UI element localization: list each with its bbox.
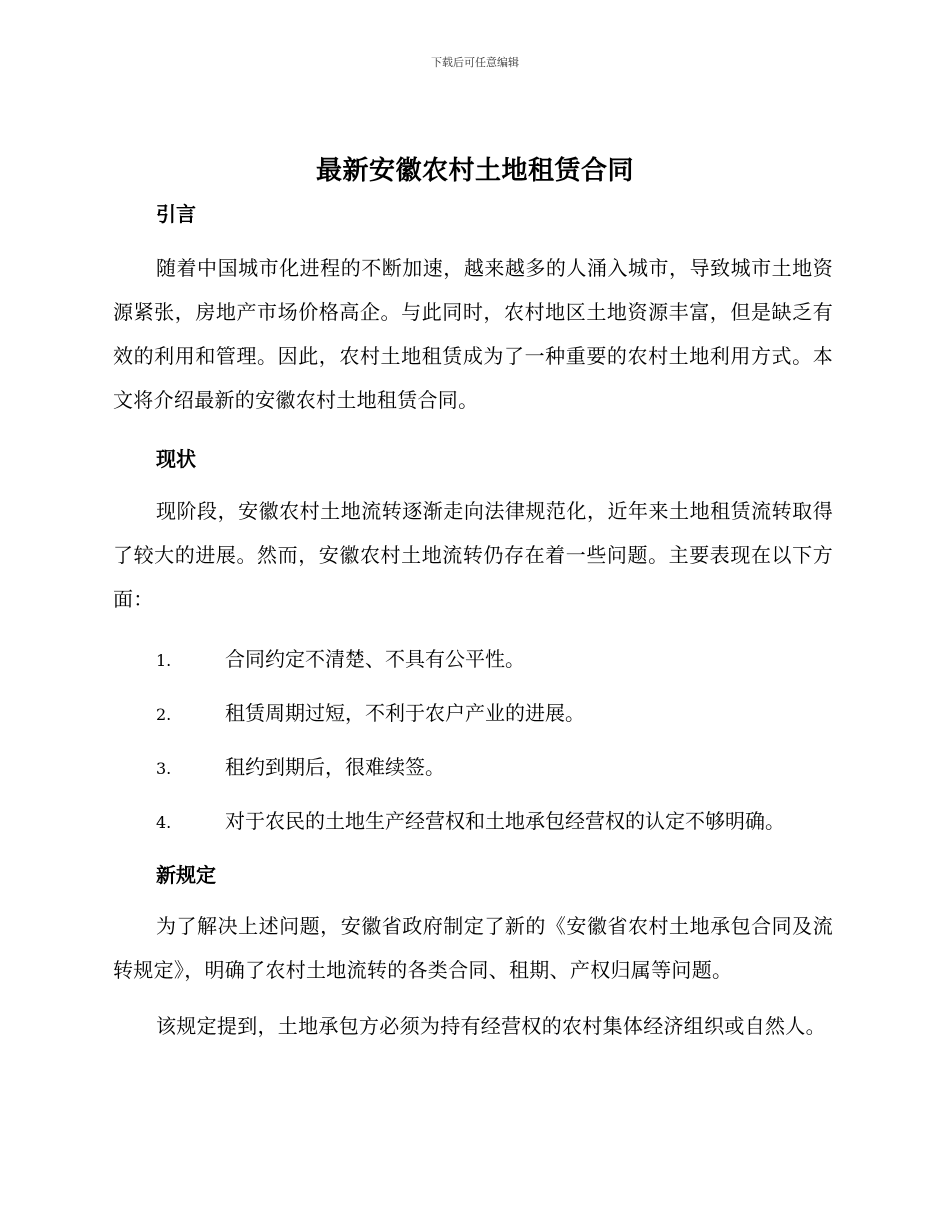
list-item-number: 1. [156, 651, 172, 670]
list-item-text: 租赁周期过短，不利于农户产业的进展。 [225, 701, 585, 725]
status-paragraph: 现阶段，安徽农村土地流转逐渐走向法律规范化，近年来土地租赁流转取得了较大的进展。然而，安徽农村土地流转仍存在着一些问题。主要表现在以下方面： [113, 499, 833, 611]
new-rules-paragraph-1: 为了解决上述问题，安徽省政府制定了新的《安徽省农村土地承包合同及流转规定》，明确了农村土地流转的各类合同、租期、产权归属等问题。 [113, 914, 833, 982]
section-heading-status: 现状 [156, 447, 196, 471]
section-heading-new-rules: 新规定 [156, 863, 216, 887]
list-item-text: 租约到期后，很难续签。 [225, 755, 445, 779]
list-item [156, 643, 525, 672]
list-item-number: 4. [156, 813, 172, 832]
new-rules-paragraph-2: 该规定提到，土地承包方必须为持有经营权的农村集体经济组织或自然人。 [156, 1014, 826, 1038]
list-item-text: 对于农民的土地生产经营权和土地承包经营权的认定不够明确。 [225, 809, 785, 833]
list-item-number: 2. [156, 705, 172, 724]
list-item-text: 合同约定不清楚、不具有公平性。 [225, 647, 525, 671]
list-item [156, 751, 445, 780]
page-header-note: 下载后可任意编辑 [431, 56, 519, 69]
list-item [156, 697, 585, 726]
list-item-number: 3. [156, 759, 172, 778]
document-title: 最新安徽农村土地租赁合同 [315, 156, 634, 186]
intro-paragraph: 随着中国城市化进程的不断加速，越来越多的人涌入城市，导致城市土地资源紧张，房地产市场价格高企。与此同时，农村地区土地资源丰富，但是缺乏有效的利用和管理。因此，农村土地租赁成为了一种重要的农村土地利用方式。本文将介绍最新的安徽农村土地租赁合同。 [113, 256, 833, 412]
list-item [156, 805, 785, 834]
section-heading-intro: 引言 [156, 202, 196, 226]
